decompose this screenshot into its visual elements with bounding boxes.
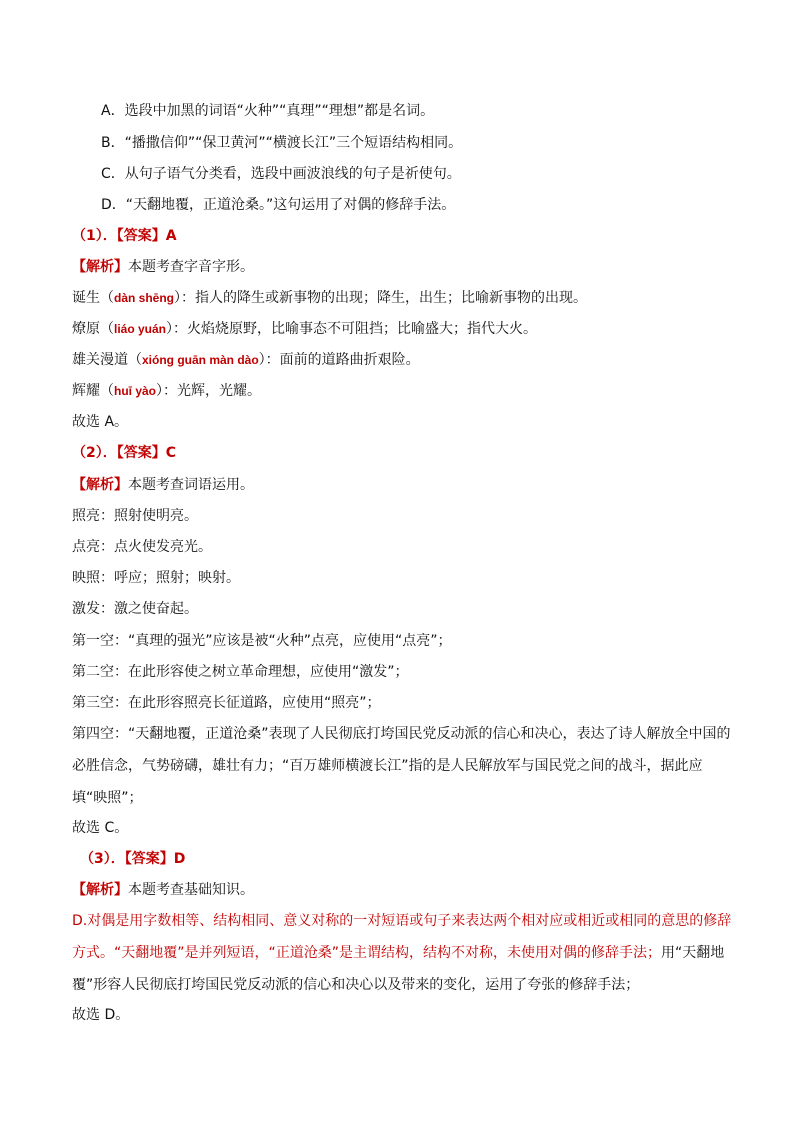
analysis-tag: 【解析】 [72,477,128,493]
q1-analysis [72,258,732,276]
q1-item-2 [72,320,732,338]
q3-answer: （3）．【答案】D [80,851,186,867]
definition: ）：指人的降生或新事物的出现；降生，出生；比喻新事物的出现。 [174,290,588,306]
definition: ）：面前的道路曲折艰险。 [258,352,420,368]
q1-item-4 [72,382,732,400]
q2-blank-2: 第二空：在此形容使之树立革命理想，应使用“激发”； [72,664,409,680]
q2-answer: （2）．【答案】C [72,445,177,461]
q1-item-1 [72,289,732,307]
analysis-text: 本题考查词语运用。 [128,477,254,493]
pinyin: huī yào [114,384,157,398]
q1-answer: （1）．【答案】A [72,228,177,244]
pinyin: xióng guān màn dào [142,353,259,367]
pinyin: dàn shēng [114,291,175,305]
q1-conclusion: 故选 A。 [72,414,129,430]
option-b: B．“播撒信仰”“保卫黄河”“横渡长江”三个短语结构相同。 [101,135,463,151]
q2-def-4: 激发：激之使奋起。 [72,601,198,617]
q3-para-red: D.对偶是用字数相等、结构相同、意义对称的一对短语或句子来表达两个相对应或相近或相同的意思的修辞方式。“天翻地覆”是并列短语，“正道沧桑”是主谓结构，结构不对称，未使用对偶的修辞手法； [72,913,732,961]
q2-def-2: 点亮：点火使发亮光。 [72,539,212,555]
q2-def-1: 照亮：照射使明亮。 [72,508,198,524]
definition: ）：光辉，光耀。 [156,383,262,399]
q2-blank-4: 第四空：“天翻地覆，正道沧桑”表现了人民彻底打垮国民党反动派的信心和决心，表达了诗人解放全中国的必胜信念，气势磅礴，雄壮有力；“百万雄师横渡长江”指的是人民解放军与国民党之间的战斗，据此应填“映照”； [72,726,731,806]
analysis-tag: 【解析】 [72,259,128,275]
q2-def-3: 映照：呼应；照射；映射。 [72,570,240,586]
analysis-tag: 【解析】 [72,882,128,898]
q2-analysis [72,476,732,494]
word: 诞生（ [72,290,114,306]
pinyin: liáo yuán [114,322,167,336]
word: 燎原（ [72,321,114,337]
option-d: D．“天翻地覆，正道沧桑。”这句运用了对偶的修辞手法。 [101,197,456,213]
analysis-text: 本题考查基础知识。 [128,882,254,898]
analysis-text: 本题考查字音字形。 [128,259,254,275]
definition: ）：火焰烧原野，比喻事态不可阻挡；比喻盛大；指代大火。 [166,321,538,337]
q2-blank-3: 第三空：在此形容照亮长征道路，应使用“照亮”； [72,695,381,711]
q3-analysis [72,881,732,899]
option-c: C．从句子语气分类看，选段中画波浪线的句子是祈使句。 [101,166,461,182]
option-a: A．选段中加黑的词语“火种”“真理”“理想”都是名词。 [101,103,435,119]
q2-blank-1: 第一空：“真理的强光”应该是被“火种”点亮，应使用“点亮”； [72,633,452,649]
q3-conclusion: 故选 D。 [72,1007,130,1023]
q1-item-3 [72,351,732,369]
q3-paragraph [72,905,732,1001]
word: 雄关漫道（ [72,352,142,368]
q3-para-black: 用“天翻地覆”形容人民彻底打垮国民党反动派的信心和决心以及带来的变化，运用了夸张的修辞手法； [72,945,725,993]
q2-conclusion: 故选 C。 [72,820,129,836]
word: 辉耀（ [72,383,114,399]
